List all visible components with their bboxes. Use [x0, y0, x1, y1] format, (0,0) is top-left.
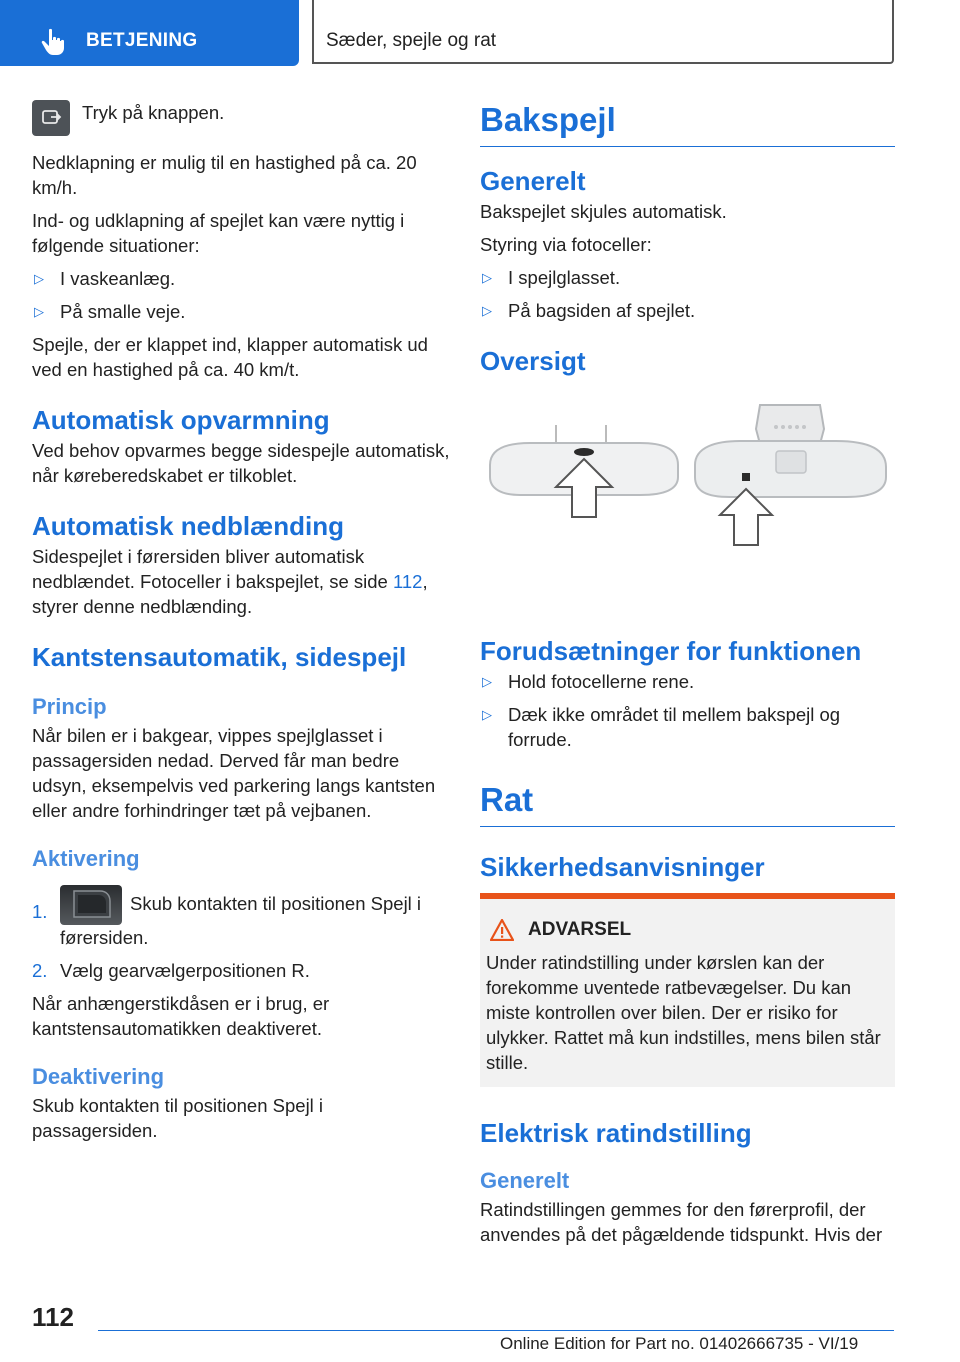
button-instruction: Tryk på knappen.: [32, 100, 450, 136]
heading-activation: Aktivering: [32, 846, 140, 871]
heading-kerb-function: Kantstensautomatik, sidespejl: [32, 642, 407, 672]
paragraph: Sidespejlet i førersiden bliver automatisk nedblændet. Fotoceller i bakspejlet, se side 112, styrer denne nedblænding.: [32, 546, 428, 617]
paragraph: Ved behov opvarmes begge sidespejle automatisk, når køreberedskabet er tilkoblet.: [32, 440, 450, 486]
page-number: 112: [32, 1302, 74, 1332]
heading-overview: Oversigt: [480, 346, 586, 376]
section-title-box: [312, 0, 894, 64]
bullet-list: [32, 266, 450, 324]
triangle-bullet-icon: ▷: [482, 303, 492, 318]
heading-electric-adjustment: Elektrisk ratindstilling: [480, 1118, 752, 1148]
mirror-switch-icon: [60, 885, 122, 925]
right-column: [480, 100, 895, 1255]
paragraph: Skub kontakten til positionen Spejl i passagersiden.: [32, 1095, 324, 1141]
step-item: 2. Vælg gearvælgerpositionen R.: [32, 960, 310, 981]
footer-divider: [98, 1330, 894, 1331]
edition-text: Online Edition for Part no. 01402666735 - VI/19: [500, 1334, 859, 1353]
section-tab-label: BETJENING: [86, 30, 198, 51]
heading-principle: Princip: [32, 694, 107, 719]
section-title: Sæder, spejle og rat: [326, 30, 497, 51]
paragraph: Ind- og udklapning af spejlet kan være nyttig i følgende situationer:: [32, 210, 405, 256]
paragraph: Når bilen er i bakgear, vippes spejlglasset i passagersiden nedad. Derved får man bedre udsyn, eksempelvis ved parkering langs kantsten eller andre forhindringer tæt på vejbanen.: [32, 725, 436, 821]
list-item: ▷ Hold fotocellerne rene.: [482, 671, 695, 692]
warning-box: [480, 893, 895, 1087]
warning-text: Under ratindstilling under kørslen kan der forekomme uventede ratbevægelser. Du kan miste kontrollen over bilen. Der er risiko for ulykker. Rattet må kun indstilles, mens bilen står stille.: [486, 952, 881, 1073]
list-item: ▷ I vaskeanlæg.: [34, 268, 176, 289]
heading-steering-wheel: Rat: [480, 780, 895, 827]
heading-general: Generelt: [480, 166, 586, 196]
paragraph: Når anhængerstikdåsen er i brug, er kantstensautomatikken deaktiveret.: [32, 993, 330, 1039]
step-item: 1. Skub kontakten til positionen Spejl i førersiden.: [32, 885, 450, 950]
list-item: ▷ På smalle veje.: [34, 301, 186, 322]
paragraph: Bakspejlet skjules automatisk.: [480, 201, 727, 222]
heading-deactivation: Deaktivering: [32, 1064, 165, 1089]
page-header: [0, 0, 960, 68]
rearview-mirror-illustration: [480, 395, 895, 595]
triangle-bullet-icon: ▷: [482, 707, 492, 722]
step-list: [32, 885, 450, 983]
section-tab: [0, 0, 299, 66]
heading-auto-heating: Automatisk opvarmning: [32, 405, 330, 435]
hand-pointer-icon: [40, 28, 66, 56]
paragraph: Nedklapning er mulig til en hastighed på ca. 20 km/h.: [32, 152, 417, 198]
triangle-bullet-icon: ▷: [482, 270, 492, 285]
bullet-list: [480, 265, 895, 323]
list-item: ▷ I spejlglasset.: [482, 267, 621, 288]
paragraph: Ratindstillingen gemmes for den førerprofil, der anvendes på det pågældende tidspunkt. Hvis der: [480, 1199, 883, 1245]
heading-auto-dimming: Automatisk nedblænding: [32, 511, 344, 541]
left-column: [32, 100, 450, 1151]
heading-rearview-mirror: Bakspejl: [480, 100, 895, 147]
heading-general-2: Generelt: [480, 1168, 570, 1193]
paragraph: Styring via fotoceller:: [480, 234, 652, 255]
bullet-list: [480, 669, 895, 752]
heading-safety: Sikkerhedsanvisninger: [480, 852, 765, 882]
list-item: ▷ På bagsiden af spejlet.: [482, 300, 696, 321]
list-item: ▷ Dæk ikke området til mellem bakspejl og forrude.: [482, 704, 841, 750]
paragraph: Spejle, der er klappet ind, klapper automatisk ud ved en hastighed på ca. 40 km/t.: [32, 334, 428, 380]
triangle-bullet-icon: ▷: [482, 674, 492, 689]
heading-requirements: Forudsætninger for funktionen: [480, 636, 862, 666]
page-link[interactable]: 112: [392, 571, 423, 592]
triangle-bullet-icon: ▷: [34, 271, 44, 286]
triangle-bullet-icon: ▷: [34, 304, 44, 319]
warning-triangle-icon: [490, 919, 514, 941]
warning-title: ADVARSEL: [486, 917, 889, 942]
mirror-fold-button-icon: [32, 100, 70, 136]
